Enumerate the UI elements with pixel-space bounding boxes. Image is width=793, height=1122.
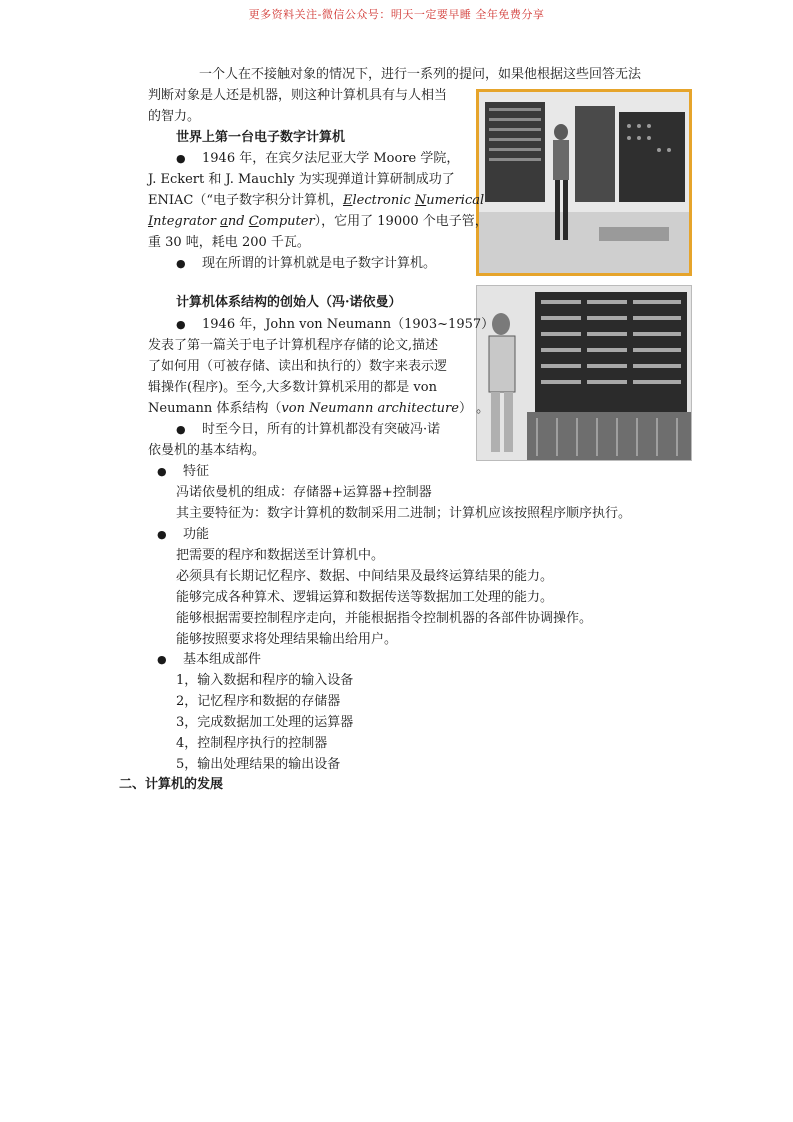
features-line-1: 冯诺依曼机的组成：存储器+运算器+控制器 [176,485,432,500]
vonneumann-heading: 计算机体系结构的创始人（冯·诺依曼） [176,295,402,310]
eniac-photo [476,89,692,276]
functions-line-2: 必须具有长期记忆程序、数据、中间结果及最终运算结果的能力。 [176,569,554,584]
functions-line-1: 把需要的程序和数据送至计算机中。 [176,548,385,563]
vonneumann-p7: 依曼机的基本结构。 [148,443,266,458]
eniac-heading: 世界上第一台电子数字计算机 [176,130,346,145]
components-line-2: 2，记忆程序和数据的存储器 [176,694,341,709]
vonneumann-p5b: von Neumann architecture [281,401,459,416]
vonneumann-p2: 发表了第一篇关于电子计算机程序存储的论文,描述 [148,338,439,353]
functions-line-5: 能够按照要求将处理结果输出给用户。 [176,632,398,647]
vonneumann-bullet-1 [176,314,494,335]
section-2-heading: 二、计算机的发展 [119,777,224,792]
eniac-p6: 现在所谓的计算机就是电子数字计算机。 [202,256,437,271]
vonneumann-p1: 1946 年，John von Neumann（1903~1957） [202,317,495,332]
von-neumann-photo [476,285,692,461]
components-line-1: 1，输入数据和程序的输入设备 [176,673,354,688]
eniac-p3 [148,190,484,211]
eniac-p5: 重 30 吨，耗电 200 千瓦。 [148,235,310,250]
features-bullet [157,461,209,482]
vonneumann-bullet-2 [176,419,440,440]
functions-line-4: 能够根据需要控制程序走向，并能根据指令控制机器的各部件协调操作。 [176,611,593,626]
vonneumann-p5 [148,398,489,419]
components-bullet [157,649,261,670]
page-banner: 更多资料关注-微信公众号：明天一定要早睡 全年免费分享 [248,8,545,21]
eniac-bullet-1 [176,148,459,169]
vonneumann-p5a: Neumann 体系结构（ [148,401,282,416]
eniac-p4 [148,211,488,232]
eniac-lectronic: lectronic [352,193,415,208]
eniac-p1: 1946 年，在宾夕法尼亚大学 Moore 学院， [202,151,460,166]
eniac-c: C [248,214,259,229]
functions-bullet [157,524,209,545]
eniac-umerical: umerical [426,193,485,208]
components-line-3: 3，完成数据加工处理的运算器 [176,715,354,730]
functions-line-3: 能够完成各种算术、逻辑运算和数据传送等数据加工处理的能力。 [176,590,554,605]
vonneumann-p3: 了如何用（可被存储、读出和执行的）数字来表示逻 [148,359,448,374]
eniac-a: a [220,214,228,229]
eniac-omputer: omputer [258,214,315,229]
eniac-nd: nd [227,214,249,229]
intro-line-3: 的智力。 [148,109,201,124]
eniac-bullet-2 [176,253,436,274]
eniac-i: I [148,214,154,229]
eniac-p2: J. Eckert 和 J. Mauchly 为实现弹道计算研制成功了 [148,172,455,187]
intro-line-2: 判断对象是人还是机器，则这种计算机具有与人相当 [148,88,448,103]
vonneumann-p5c: ） 。 [458,401,490,416]
eniac-n: N [414,193,427,208]
components-line-5: 5，输出处理结果的输出设备 [176,757,341,772]
vonneumann-p4: 辑操作(程序)。至今,大多数计算机采用的都是 von [148,380,437,395]
eniac-p4-tail: ），它用了 19000 个电子管， [314,214,488,229]
functions-label: 功能 [183,527,210,542]
components-label: 基本组成部件 [183,652,262,667]
eniac-e: E [342,193,353,208]
features-line-2: 其主要特征为：数字计算机的数制采用二进制；计算机应该按照程序顺序执行。 [176,506,632,521]
eniac-p3a: ENIAC（“电子数字积分计算机， [148,193,343,208]
intro-line-1: 一个人在不接触对象的情况下，进行一系列的提问，如果他根据这些回答无法 [199,67,642,82]
components-line-4: 4，控制程序执行的控制器 [176,736,328,751]
von-neumann-photo-illustration [477,286,691,460]
eniac-photo-illustration [479,92,689,273]
features-label: 特征 [183,464,210,479]
vonneumann-p6: 时至今日，所有的计算机都没有突破冯·诺 [202,422,441,437]
eniac-ntegrator: ntegrator [153,214,221,229]
